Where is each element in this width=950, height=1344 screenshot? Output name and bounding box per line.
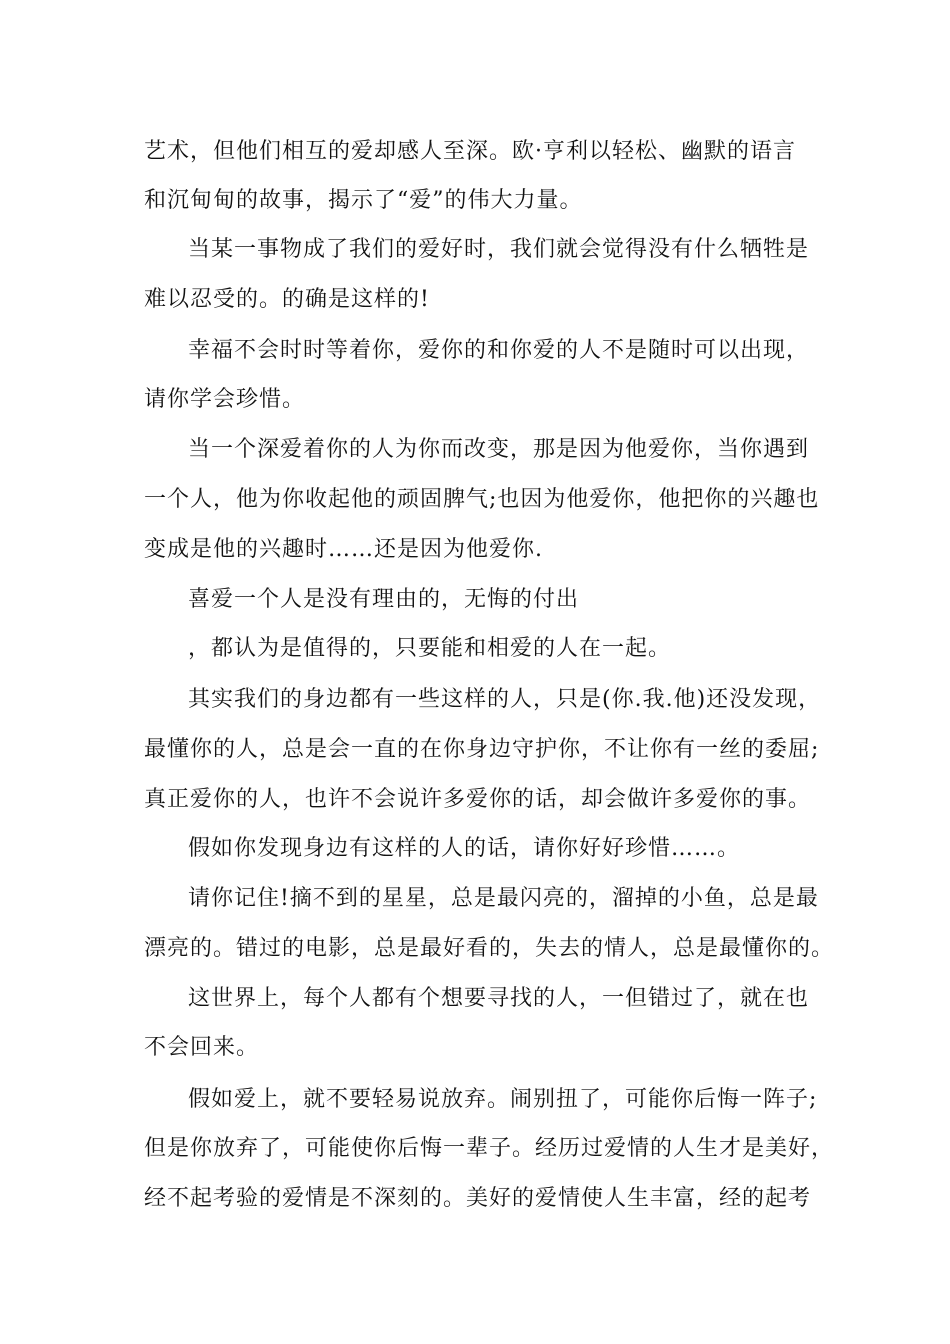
text-line-8: 一个人，他为你收起他的顽固脾气;也因为他爱你，他把你的兴趣也 [144,487,820,512]
text-line-22: 经不起考验的爱情是不深刻的。美好的爱情使人生丰富，经的起考 [144,1186,812,1211]
text-line-19: 不会回来。 [144,1035,260,1060]
text-line-5: 幸福不会时时等着你，爱你的和你爱的人不是随时可以出现， [188,338,810,363]
text-line-3: 当某一事物成了我们的爱好时，我们就会觉得没有什么牺牲是 [188,237,810,262]
text-line-13: 最懂你的人，总是会一直的在你身边守护你，不让你有一丝的委屈; [144,737,820,762]
text-line-1: 艺术，但他们相互的爱却感人至深。欧·亨利以轻松、幽默的语言 [144,139,796,164]
text-line-9: 变成是他的兴趣时……还是因为他爱你. [144,537,543,562]
text-line-21: 但是你放弃了，可能使你后悔一辈子。经历过爱情的人生才是美好， [144,1136,835,1161]
text-line-12: 其实我们的身边都有一些这样的人，只是(你.我.他)还没发现， [188,687,822,712]
text-line-2: 和沉甸甸的故事，揭示了“爱”的伟大力量。 [144,188,583,213]
text-line-15: 假如你发现身边有这样的人的话，请你好好珍惜……。 [188,836,741,861]
text-line-7: 当一个深爱着你的人为你而改变，那是因为他爱你，当你遇到 [188,437,810,462]
text-line-6: 请你学会珍惜。 [144,387,306,412]
text-line-10: 喜爱一个人是没有理由的，无悔的付出 [188,587,580,612]
text-line-17: 漂亮的。错过的电影，总是最好看的，失去的情人，总是最懂你的。 [144,936,835,961]
text-line-20: 假如爱上，就不要轻易说放弃。闹别扭了，可能你后悔一阵子; [188,1087,818,1112]
text-line-14: 真正爱你的人，也许不会说许多爱你的话，却会做许多爱你的事。 [144,787,812,812]
text-line-4: 难以忍受的。的确是这样的! [144,287,430,312]
text-line-16: 请你记住!摘不到的星星，总是最闪亮的，溜掉的小鱼，总是最 [188,886,819,911]
text-line-18: 这世界上，每个人都有个想要寻找的人，一但错过了，就在也 [188,986,810,1011]
text-line-11: ，都认为是值得的，只要能和相爱的人在一起。 [188,636,672,661]
